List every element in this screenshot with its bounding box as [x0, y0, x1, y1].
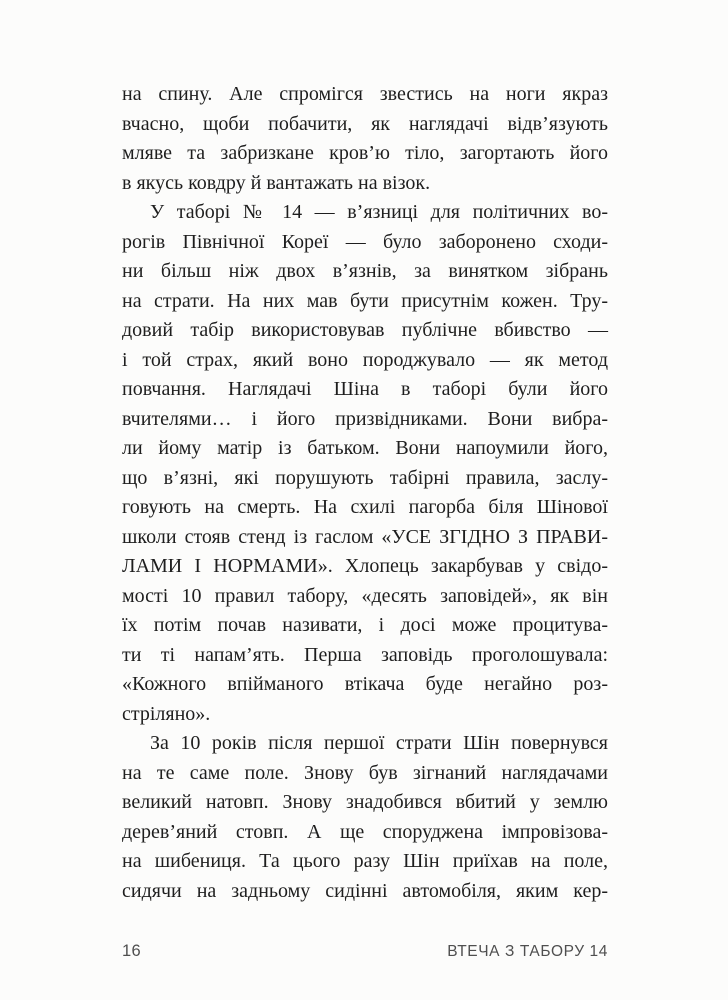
text-line: в якусь ковдру й вантажать на візок.: [122, 171, 431, 194]
running-title: ВТЕЧА З ТАБОРУ 14: [447, 943, 608, 960]
text-line: стріляно».: [122, 702, 211, 725]
text-line: повчання. Наглядачі Шіна в таборі були його: [122, 378, 608, 400]
text-line: на те саме поле. Знову був зігнаний наглядачами: [122, 761, 608, 784]
text-line: мляве та забризкане кров’ю тіло, загортають його: [122, 142, 608, 164]
text-line: У таборі № 14 — в’язниці для політичних во-: [150, 201, 608, 223]
text-line: їх потім почав називати, і досі може процитува-: [122, 614, 608, 636]
text-line: «Кожного впійманого втікача буде негайно роз-: [122, 673, 608, 695]
text-line: на страти. На них мав бути присутнім кожен. Тру-: [122, 289, 608, 312]
text-line: що в’язні, які порушують табірні правила, заслу-: [122, 466, 608, 489]
body-text: [122, 80, 608, 906]
text-line: сидячи на задньому сидінні автомобіля, яким кер-: [122, 879, 608, 902]
text-line: ти ті напам’ять. Перша заповідь проголошувала:: [122, 643, 608, 666]
paragraph: [122, 729, 608, 906]
text-line: ли йому матір із батьком. Вони напоумили його,: [122, 437, 608, 459]
text-line: ни більш ніж двох в’язнів, за винятком зібрань: [122, 260, 608, 282]
paragraph: [122, 80, 608, 198]
text-line: рогів Північної Кореї — було заборонено сходи-: [122, 230, 608, 253]
paragraph: [122, 198, 608, 729]
page-number: 16: [122, 942, 141, 960]
text-line: дерев’яний стовп. А ще споруджена імпровізова-: [122, 820, 608, 843]
text-line: великий натовп. Знову знадобився вбитий у землю: [122, 791, 608, 813]
text-line: на шибениця. Та цього разу Шін приїхав на поле,: [122, 850, 608, 872]
text-line: вчителями… і його призвідниками. Вони вибра-: [122, 407, 608, 430]
text-line: вчасно, щоби побачити, як наглядачі відв’язують: [122, 112, 608, 135]
text-line: школи стояв стенд із гаслом «УСЕ ЗГІДНО З ПРАВИ-: [122, 525, 608, 548]
text-line: говують на смерть. На схилі пагорба біля Шінової: [122, 496, 608, 518]
text-line: і той страх, який воно породжувало — як метод: [122, 348, 608, 371]
text-line: на спину. Але спромігся звестись на ноги якраз: [122, 83, 608, 105]
text-line: За 10 років після першої страти Шін повернувся: [150, 732, 608, 754]
text-line: ЛАМИ І НОРМАМИ». Хлопець закарбував у свідо-: [122, 555, 608, 577]
text-line: мості 10 правил табору, «десять заповідей», як він: [122, 584, 608, 607]
text-line: довий табір використовував публічне вбивство —: [122, 319, 608, 341]
page-footer: [122, 942, 608, 961]
